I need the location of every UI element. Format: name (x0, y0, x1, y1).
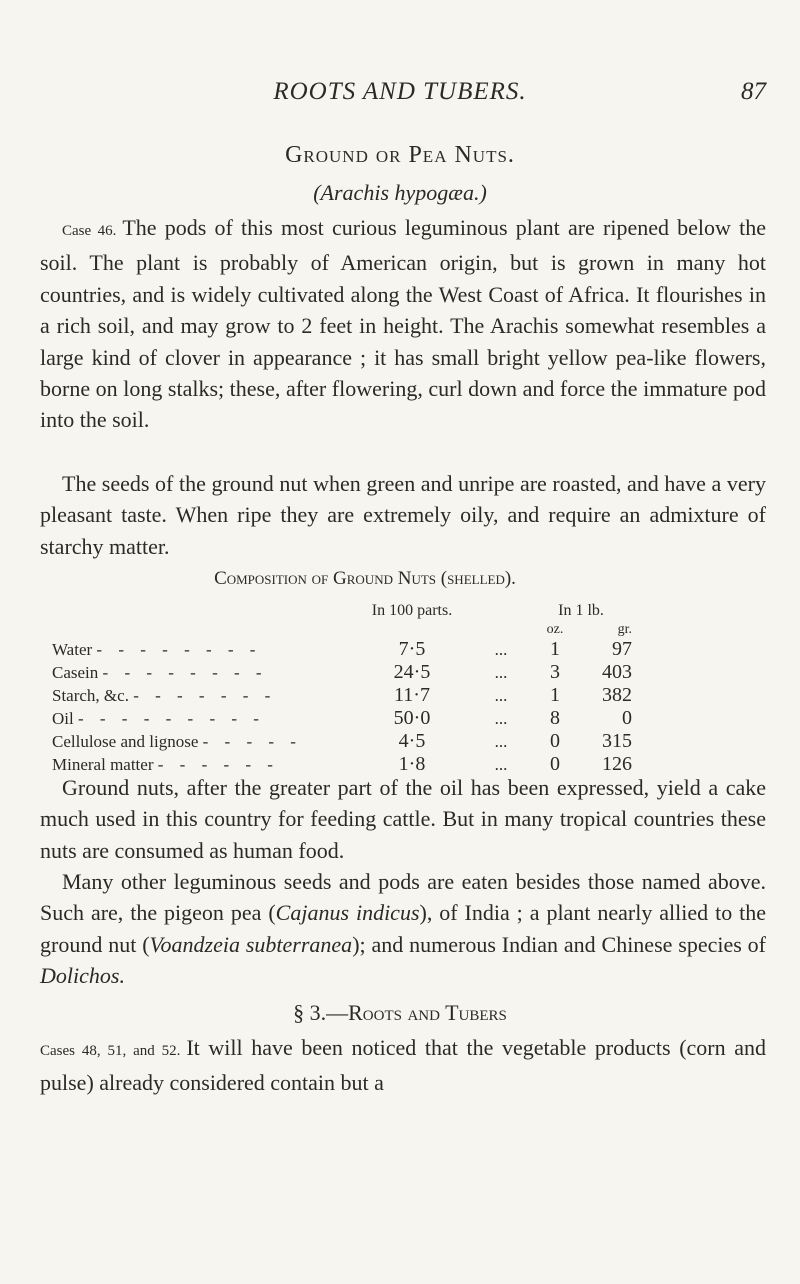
section-3-heading (0, 1000, 800, 1026)
cell-oz: 1 (550, 638, 560, 660)
composition-rows (52, 638, 632, 776)
cell-parts: 50·0 (393, 707, 431, 729)
paragraph-4-text-b: ), of India ; a plant nearly allied to the ground nut ( (40, 900, 767, 957)
table-row (52, 661, 632, 684)
cell-oz: 0 (550, 730, 560, 752)
paragraph-1-text: The pods of this most curious leguminous plant are ripened below the soil. The plant is probably of American origin, but is grown in many hot countries, and is widely cultivated along the West Coast of Africa. It flourishes in a rich soil, and may grow to 2 feet in height. The Arachis somewhat resembles a large kind of clover in appearance ; it has small bright yellow pea-like flowers, borne on long stalks; these, after flowering, curl down and force the immature pod into the soil. (40, 215, 766, 433)
leader-dashes: - - - - - - - (133, 685, 277, 705)
leader-dashes: - - - - - - - - - (77, 708, 265, 728)
section-3-title: Roots and Tubers (348, 1000, 507, 1025)
row-label: Cellulose and lignose (52, 731, 199, 751)
composition-caption: Composition of Ground Nuts (shelled). (214, 568, 516, 589)
row-label: Mineral matter (52, 754, 154, 774)
cell-gr: 126 (602, 753, 632, 775)
cell-parts: 11·7 (394, 684, 430, 706)
case-reference-5: Cases 48, 51, and 52. (40, 1043, 181, 1059)
cell-oz: 0 (550, 753, 560, 775)
species-voandzeia: Voandzeia subterranea (149, 931, 353, 957)
case-reference: Case 46. (62, 223, 117, 239)
table-row (52, 638, 632, 661)
species-dolichos: Dolichos. (40, 963, 125, 989)
cell-parts: 7·5 (398, 638, 426, 660)
table-header-row (52, 600, 632, 622)
cell-name (52, 661, 352, 684)
table-units-row (52, 622, 632, 638)
cell-gr: 315 (602, 730, 632, 752)
paragraph-2: The seeds of the ground nut when green and unripe are roasted, and have a very pleasant taste. When ripe they are extremely oily, and require an admixture of starchy matter. (40, 471, 766, 559)
section-title: Ground or Pea Nuts. (285, 142, 515, 168)
leader-dashes: - - - - - - - - (102, 662, 268, 682)
cell-dots: ... (494, 685, 508, 705)
cell-parts: 4·5 (398, 730, 426, 752)
cell-name (52, 730, 352, 753)
table-row (52, 730, 632, 753)
cell-gr: 0 (622, 707, 632, 729)
species-cajanus: Cajanus indicus (275, 900, 420, 926)
header-per-lb: In 1 lb. (558, 602, 604, 619)
running-head (0, 74, 800, 114)
cell-dots: ... (494, 708, 508, 728)
cell-oz: 1 (550, 684, 560, 706)
cell-oz: 8 (550, 707, 560, 729)
unit-gr: gr. (617, 622, 632, 637)
row-label: Casein (52, 662, 99, 682)
paragraph-3: Ground nuts, after the greater part of the oil has been expressed, yield a cake much used in this country for feeding cattle. But in many tropical countries these nuts are consumed as human food. (40, 775, 766, 863)
composition-table (52, 600, 632, 776)
paragraph-5-text: It will have been noticed that the vegetable products (corn and pulse) already considered contain but a (40, 1035, 766, 1096)
cell-gr: 382 (602, 684, 632, 706)
paragraph-4-text-a: Many other leguminous seeds and pods are eaten besides those named above. Such are, the pigeon pea ( (40, 869, 766, 926)
cell-gr: 97 (612, 638, 632, 660)
cell-name (52, 684, 352, 707)
table-row (52, 684, 632, 707)
paragraph-1 (40, 212, 766, 436)
cell-dots: ... (494, 754, 508, 774)
section-subtitle: (Arachis hypogæa.) (313, 180, 487, 205)
cell-parts: 24·5 (393, 661, 431, 683)
cell-name (52, 707, 352, 730)
leader-dashes: - - - - - - (157, 754, 279, 774)
paragraph-4-text-c: ); and numerous Indian and Chinese species of (352, 931, 767, 957)
cell-dots: ... (494, 731, 508, 751)
page-number: 87 (741, 78, 766, 105)
unit-oz: oz. (546, 622, 564, 637)
cell-dots: ... (494, 662, 508, 682)
paragraph-4 (40, 866, 766, 992)
leader-dashes: - - - - - - - - (96, 639, 262, 659)
section-3-number: § 3.— (293, 1000, 349, 1025)
cell-dots: ... (494, 639, 508, 659)
paragraph-5 (40, 1032, 766, 1099)
row-label: Oil (52, 708, 74, 728)
header-parts: In 100 parts. (371, 602, 453, 619)
cell-name (52, 638, 352, 661)
cell-parts: 1·8 (398, 753, 426, 775)
row-label: Water (52, 639, 93, 659)
leader-dashes: - - - - - (202, 731, 302, 751)
cell-gr: 403 (602, 661, 632, 683)
cell-oz: 3 (550, 661, 560, 683)
running-title: ROOTS AND TUBERS. (273, 78, 527, 105)
table-row (52, 707, 632, 730)
row-label: Starch, &c. (52, 685, 129, 705)
